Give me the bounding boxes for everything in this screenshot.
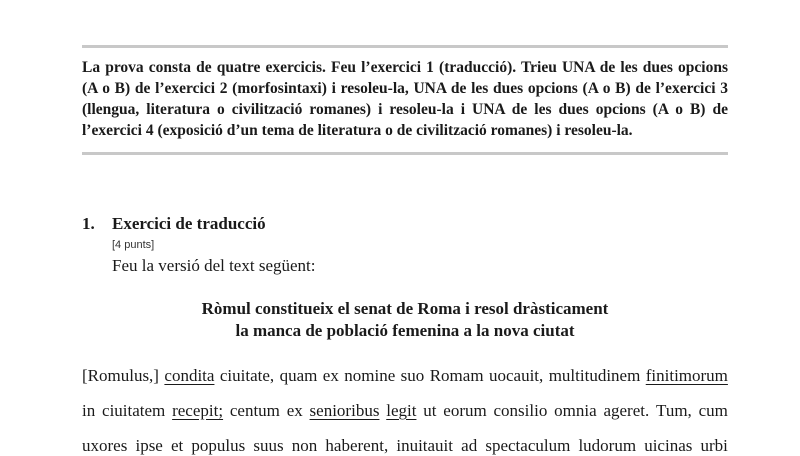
latin-text-line-3 — [82, 436, 728, 456]
latin-word: suo — [400, 366, 425, 385]
latin-word: eorum — [443, 401, 487, 420]
latin-word-underlined: condita — [164, 366, 215, 385]
latin-word: ex — [322, 366, 339, 385]
text-title-line-1: Ròmul constitueix el senat de Roma i resol dràsticament — [201, 299, 609, 318]
latin-word: haberent, — [325, 436, 389, 455]
latin-word-underlined: senioribus — [309, 401, 380, 420]
latin-word-underlined: finitimorum — [645, 366, 728, 385]
latin-word: ciuitatem — [102, 401, 166, 420]
latin-word-underlined: recepit; — [172, 401, 224, 420]
exercise-instruction: Feu la versió del text següent: — [112, 256, 316, 275]
latin-word: populus — [191, 436, 246, 455]
latin-word: [Romulus,] — [82, 366, 159, 385]
latin-word: inuitauit — [396, 436, 454, 455]
latin-word: suus — [253, 436, 284, 455]
latin-word: ciuitate, — [219, 366, 275, 385]
top-divider — [82, 45, 728, 48]
latin-word: nomine — [344, 366, 396, 385]
latin-word: ut — [423, 401, 437, 420]
exam-instructions: La prova consta de quatre exercicis. Feu l’exercici 1 (traducció). Trieu UNA de les dues opcions (A o B) de l’exercici 2 (morfosintaxi) i resoleu-la, UNA de les dues opcions (A o B) de l’exercici 3 (llengua, literatura o civilització romanes) i resoleu-la i UNA de les dues opcions (A o B) de l’exercici 4 (exposició d’un tema de literatura o de civilització romanes) i resoleu-la. — [82, 59, 728, 139]
latin-word: multitudinem — [548, 366, 641, 385]
latin-word: urbi — [700, 436, 728, 455]
latin-word: et — [171, 436, 184, 455]
latin-word: non — [291, 436, 318, 455]
latin-word: cum — [698, 401, 728, 420]
latin-word: consilio — [493, 401, 548, 420]
latin-word: uxores — [82, 436, 128, 455]
exercise-points: [4 punts] — [112, 239, 155, 251]
exercise-number: 1. — [82, 214, 95, 233]
latin-text-line-1 — [82, 366, 728, 386]
latin-word: Romam — [429, 366, 484, 385]
latin-word: uocauit, — [488, 366, 544, 385]
latin-word: ludorum — [578, 436, 637, 455]
latin-word: ipse — [135, 436, 163, 455]
latin-word: Tum, — [656, 401, 692, 420]
bottom-divider — [82, 152, 728, 155]
text-title — [82, 298, 728, 342]
latin-text-line-2 — [82, 401, 728, 421]
latin-word: quam — [279, 366, 318, 385]
latin-word: ad — [461, 436, 478, 455]
latin-word: spectaculum — [485, 436, 571, 455]
exercise-title: Exercici de traducció — [112, 214, 266, 233]
text-title-line-2: la manca de població femenina a la nova ciutat — [235, 321, 575, 340]
latin-word: ageret. — [603, 401, 650, 420]
latin-word: omnia — [554, 401, 597, 420]
latin-word-underlined-group — [172, 401, 223, 421]
latin-word: centum — [229, 401, 280, 420]
latin-word: uicinas — [644, 436, 693, 455]
latin-word: in — [82, 401, 96, 420]
latin-word: ex — [286, 401, 303, 420]
latin-word-underlined: legit — [386, 401, 417, 420]
